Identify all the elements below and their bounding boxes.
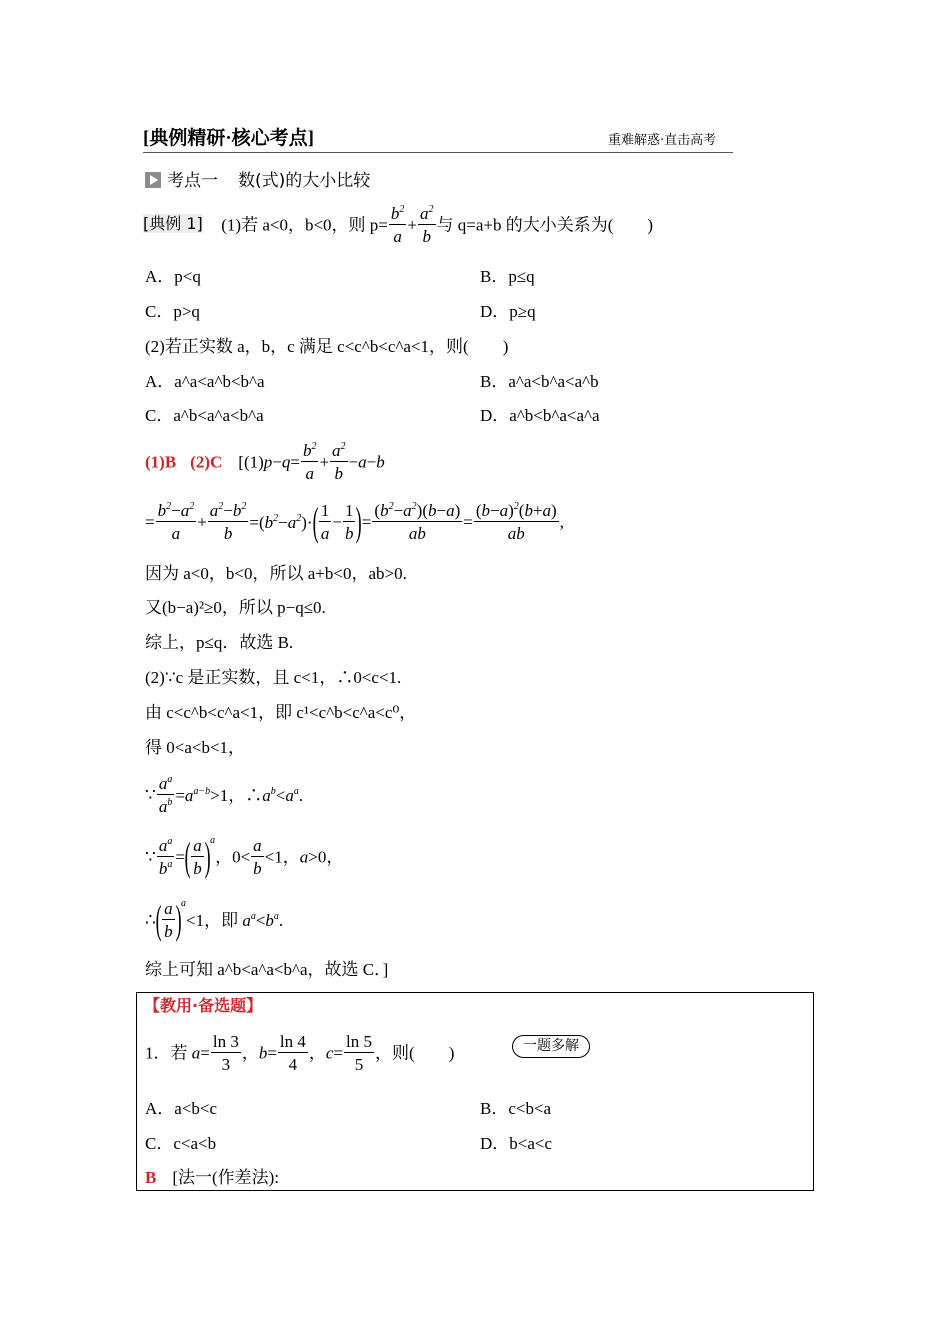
answer-conclusion: 综上可知 a^b<a^a<b^a，故选 C．] bbox=[145, 960, 389, 979]
header-divider bbox=[143, 152, 733, 153]
q2-option-a: A．a^a<a^b<b^a bbox=[145, 372, 265, 391]
kaodian-heading bbox=[145, 172, 370, 190]
answer-2: (2)C bbox=[190, 452, 223, 472]
example-tag: [典例 1] bbox=[143, 213, 203, 233]
box-option-c: C．c<a<b bbox=[145, 1134, 217, 1153]
answer-derivation: = $\frac{b^2-a^2}{a}$ + $\frac{a^2-b^2}{b}$ $=(b^2-a^2)\cdot$( $\frac{1}{a}$ − $\frac{1}{b}$ )= $\frac{(b^2-a^2)(b-a)}{ab}$ = $\frac{(b-a)^2(b+a)}{ab}$ , bbox=[145, 499, 564, 544]
answer-step-ratio-1: ∵ $\frac{a^a}{a^b}$ $=a^{a-b}>1$，$\therefore a^b<a^a$. bbox=[145, 774, 304, 816]
answer-line-1: (1)B (2)C [(1)p−q= $\frac{b^2}{a}$ + $\frac{a^2}{b}$ −a−b bbox=[145, 441, 385, 483]
box-answer: B bbox=[145, 1168, 157, 1187]
box-question-pre: 1．若 bbox=[145, 1043, 188, 1063]
q1-option-b: B．p≤q bbox=[480, 267, 535, 286]
kaodian-title: 数(式)的大小比较 bbox=[238, 171, 371, 191]
frac-b2-over-a: $\frac{b^2}{a}$ bbox=[390, 204, 405, 246]
q1-option-d: D．p≥q bbox=[480, 302, 536, 321]
q1-option-c: C．p>q bbox=[145, 302, 200, 321]
header-right-label: 重难解惑·直击高考 bbox=[608, 133, 717, 148]
answer-text-4: (2)∵c 是正实数，且 c<1，∴0<c<1. bbox=[145, 668, 402, 687]
q1-text-post: 与 q=a+b 的大小关系为( ) bbox=[436, 215, 654, 235]
box-option-b: B．c<b<a bbox=[480, 1099, 552, 1118]
answer-text-3: 综上，p≤q．故选 B. bbox=[145, 633, 294, 652]
box-method: [法一(作差法): bbox=[172, 1168, 280, 1187]
frac-a2-over-b: $\frac{a^2}{b}$ bbox=[420, 204, 434, 246]
box-question: 1．若 a= $\frac{\ln 3}{3}$ ，b= $\frac{\ln 4}{4}$ ，c= $\frac{\ln 5}{5}$ ，则( ) bbox=[145, 1032, 455, 1074]
q2-text: (2)若正实数 a，b，c 满足 c<c^b<c^a<1，则( ) bbox=[145, 337, 509, 356]
q1-option-a: A．p<q bbox=[145, 267, 201, 286]
box-option-a: A．a<b<c bbox=[145, 1099, 218, 1118]
box-answer-line bbox=[145, 1169, 279, 1186]
answer-text-5: 由 c<c^b<c^a<1，即 c¹<c^b<c^a<c⁰， bbox=[145, 703, 417, 722]
box-option-d: D．b<a<c bbox=[480, 1134, 553, 1153]
answer-step-ratio-3: ∴( $\frac{a}{b}$ )$^a$<1，即 $a^a<b^a$. bbox=[145, 897, 284, 942]
q1-text-pre: (1)若 a<0，b<0，则 p= bbox=[221, 215, 388, 235]
multi-solution-badge bbox=[512, 1035, 590, 1058]
example-question-1: [典例 1] (1)若 a<0，b<0，则 p= $\frac{b^2}{a}$ + $\frac{a^2}{b}$ 与 q=a+b 的大小关系为( ) bbox=[143, 204, 654, 246]
play-marker-icon bbox=[145, 172, 161, 188]
q2-option-c: C．a^b<a^a<b^a bbox=[145, 406, 264, 425]
section-heading: [典例精研·核心考点] bbox=[143, 128, 314, 149]
answer-step-ratio-2: ∵ $\frac{a^a}{b^a}$ =( $\frac{a}{b}$ )$^a$，0< $\frac{a}{b}$ <1，a>0， bbox=[145, 834, 344, 879]
supplementary-box bbox=[136, 992, 814, 1191]
bubble-label: 一题多解 bbox=[512, 1035, 590, 1058]
box-title: 【教用·备选题】 bbox=[144, 996, 263, 1015]
q2-option-d: D．a^b<b^a<a^a bbox=[480, 406, 600, 425]
answer-text-1: 因为 a<0，b<0，所以 a+b<0，ab>0. bbox=[145, 564, 407, 583]
answer-text-6: 得 0<a<b<1， bbox=[145, 738, 246, 757]
answer-text-2: 又(b−a)²≥0，所以 p−q≤0. bbox=[145, 598, 326, 617]
answer-1: (1)B bbox=[145, 452, 177, 472]
box-question-post: ，则( ) bbox=[375, 1043, 455, 1063]
kaodian-label: 考点一 bbox=[167, 171, 218, 191]
q2-option-b: B．a^a<b^a<a^b bbox=[480, 372, 599, 391]
